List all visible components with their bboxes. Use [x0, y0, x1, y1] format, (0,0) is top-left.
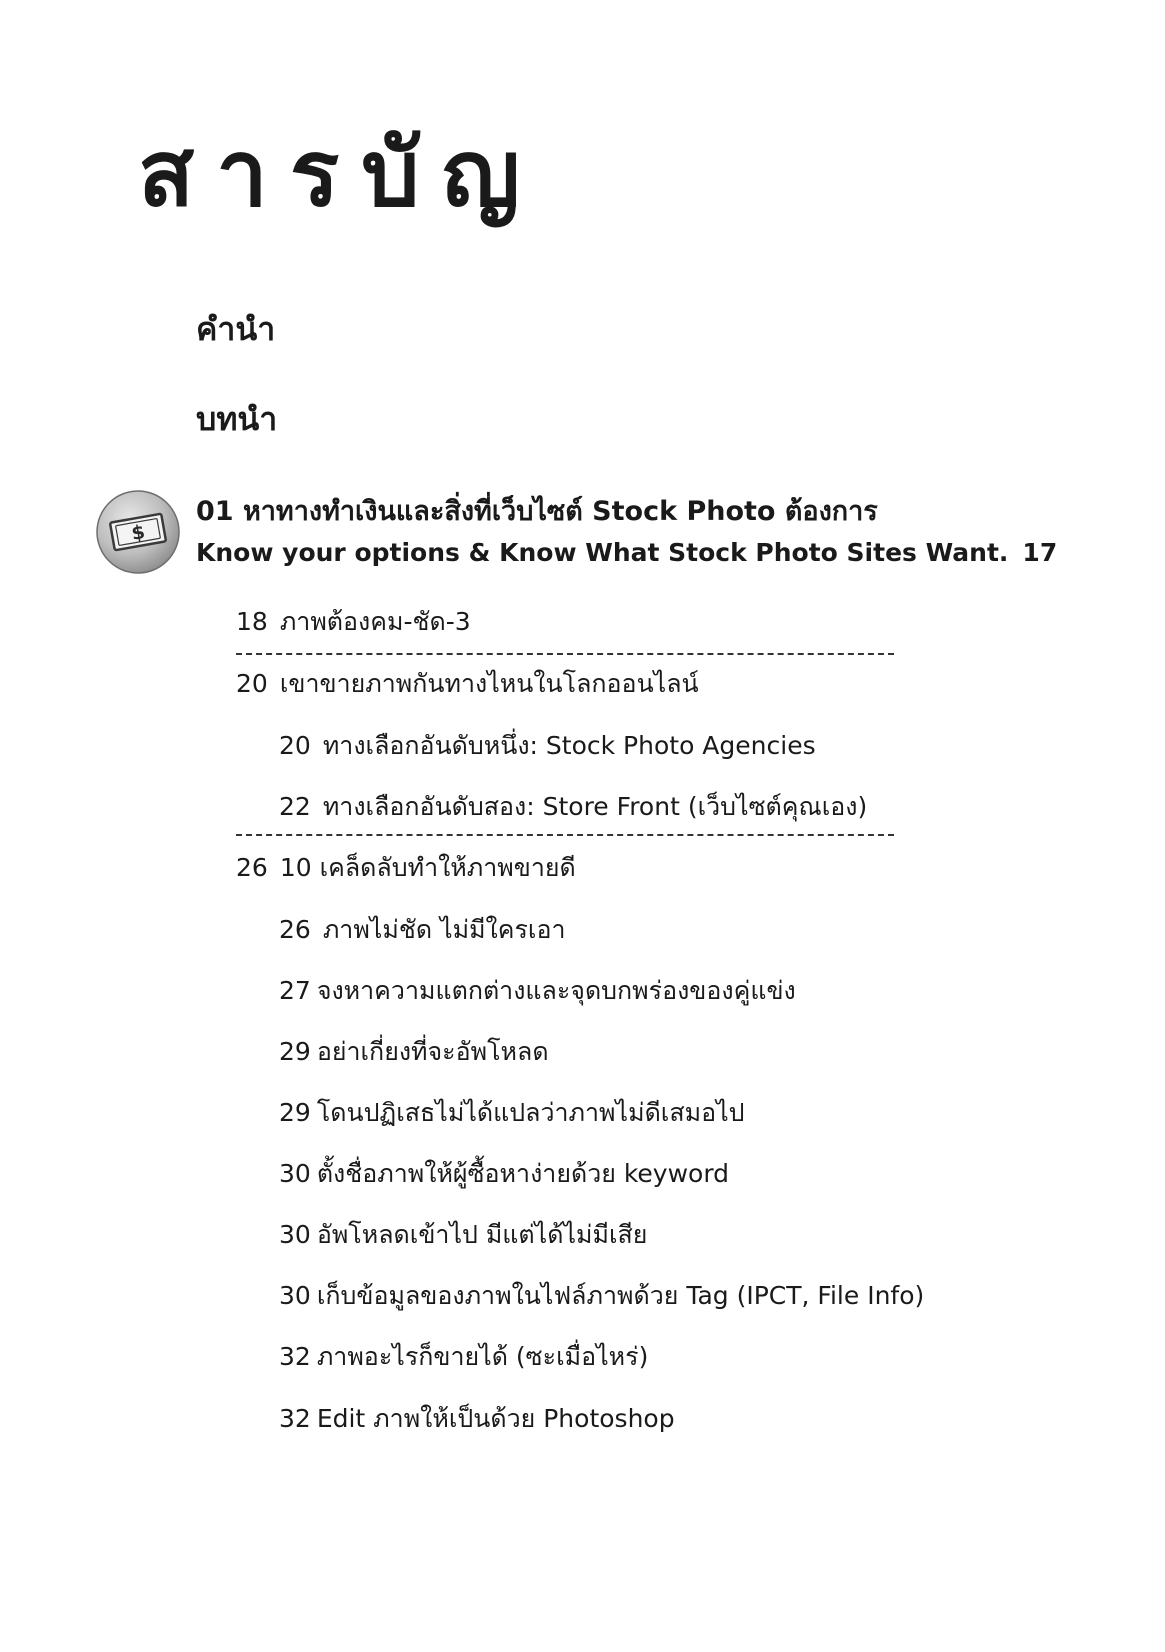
toc-entry — [279, 1406, 675, 1431]
heading-foreword: คำนำ — [196, 310, 276, 348]
toc-entry-text: ทางเลือกอันดับหนึ่ง: Stock Photo Agencies — [322, 731, 816, 760]
toc-entry-text: Edit ภาพให้เป็นด้วย Photoshop — [316, 1404, 675, 1433]
toc-entry — [279, 1283, 924, 1308]
toc-entry — [279, 1100, 745, 1125]
toc-entry-page: 20 — [279, 731, 311, 760]
section-divider — [236, 653, 894, 655]
toc-entry — [279, 1344, 648, 1369]
toc-entry-text: เขาขายภาพกันทางไหนในโลกออนไลน์ — [279, 669, 699, 698]
toc-entry-text: โดนปฏิเสธไม่ได้แปลว่าภาพไม่ดีเสมอไป — [316, 1098, 745, 1127]
toc-entry-page: 22 — [279, 792, 311, 821]
toc-entry-page: 18 — [236, 607, 268, 636]
toc-entry-page: 26 — [236, 853, 268, 882]
toc-entry-text: เก็บข้อมูลของภาพในไฟล์ภาพด้วย Tag (IPCT, File Info) — [316, 1281, 925, 1310]
toc-entry — [279, 1039, 549, 1064]
toc-entry — [279, 978, 796, 1003]
toc-entry — [279, 917, 566, 942]
toc-entry-text: อย่าเกี่ยงที่จะอัพโหลด — [316, 1037, 549, 1066]
chapter-subtitle — [196, 540, 1057, 565]
toc-entry — [279, 1161, 729, 1186]
page-title: สารบัญ — [138, 120, 543, 227]
heading-introduction: บทนำ — [196, 400, 278, 438]
toc-entry-page: 30 — [279, 1220, 311, 1249]
toc-entry — [279, 1222, 647, 1247]
toc-entry-text: ภาพอะไรก็ขายได้ (ซะเมื่อไหร่) — [316, 1342, 649, 1371]
chapter-subtitle-text: Know your options & Know What Stock Photo Sites Want. — [196, 538, 1009, 567]
toc-entry-page: 32 — [279, 1404, 311, 1433]
toc-entry-text: ตั้งชื่อภาพให้ผู้ซื้อหาง่ายด้วย keyword — [316, 1159, 730, 1188]
toc-entry — [236, 609, 471, 634]
dollar-bill-icon — [95, 489, 181, 575]
toc-entry-page: 29 — [279, 1037, 311, 1066]
chapter-title: 01 หาทางทำเงินและสิ่งที่เว็บไซต์ Stock Photo ต้องการ — [196, 496, 878, 527]
toc-entry-text: 10 เคล็ดลับทำให้ภาพขายดี — [279, 853, 576, 882]
toc-entry-text: ภาพต้องคม-ชัด-3 — [279, 607, 471, 636]
toc-entry — [279, 794, 867, 819]
toc-entry-text: ภาพไม่ชัด ไม่มีใครเอา — [322, 915, 566, 944]
chapter-page-number: 17 — [1022, 538, 1058, 567]
toc-entry-text: ทางเลือกอันดับสอง: Store Front (เว็บไซต์คุณเอง) — [322, 792, 868, 821]
toc-entry-page: 29 — [279, 1098, 311, 1127]
toc-entry-page: 26 — [279, 915, 311, 944]
toc-entry-page: 27 — [279, 976, 311, 1005]
toc-entry-page: 30 — [279, 1159, 311, 1188]
toc-entry-text: อัพโหลดเข้าไป มีแต่ได้ไม่มีเสีย — [316, 1220, 648, 1249]
svg-text:$: $ — [129, 521, 147, 545]
toc-entry-page: 30 — [279, 1281, 311, 1310]
toc-entry — [236, 671, 699, 696]
toc-entry-page: 32 — [279, 1342, 311, 1371]
section-divider — [236, 834, 894, 836]
toc-entry-page: 20 — [236, 669, 268, 698]
toc-entry — [279, 733, 816, 758]
toc-entry-text: จงหาความแตกต่างและจุดบกพร่องของคู่แข่ง — [316, 976, 796, 1005]
toc-entry — [236, 855, 576, 880]
